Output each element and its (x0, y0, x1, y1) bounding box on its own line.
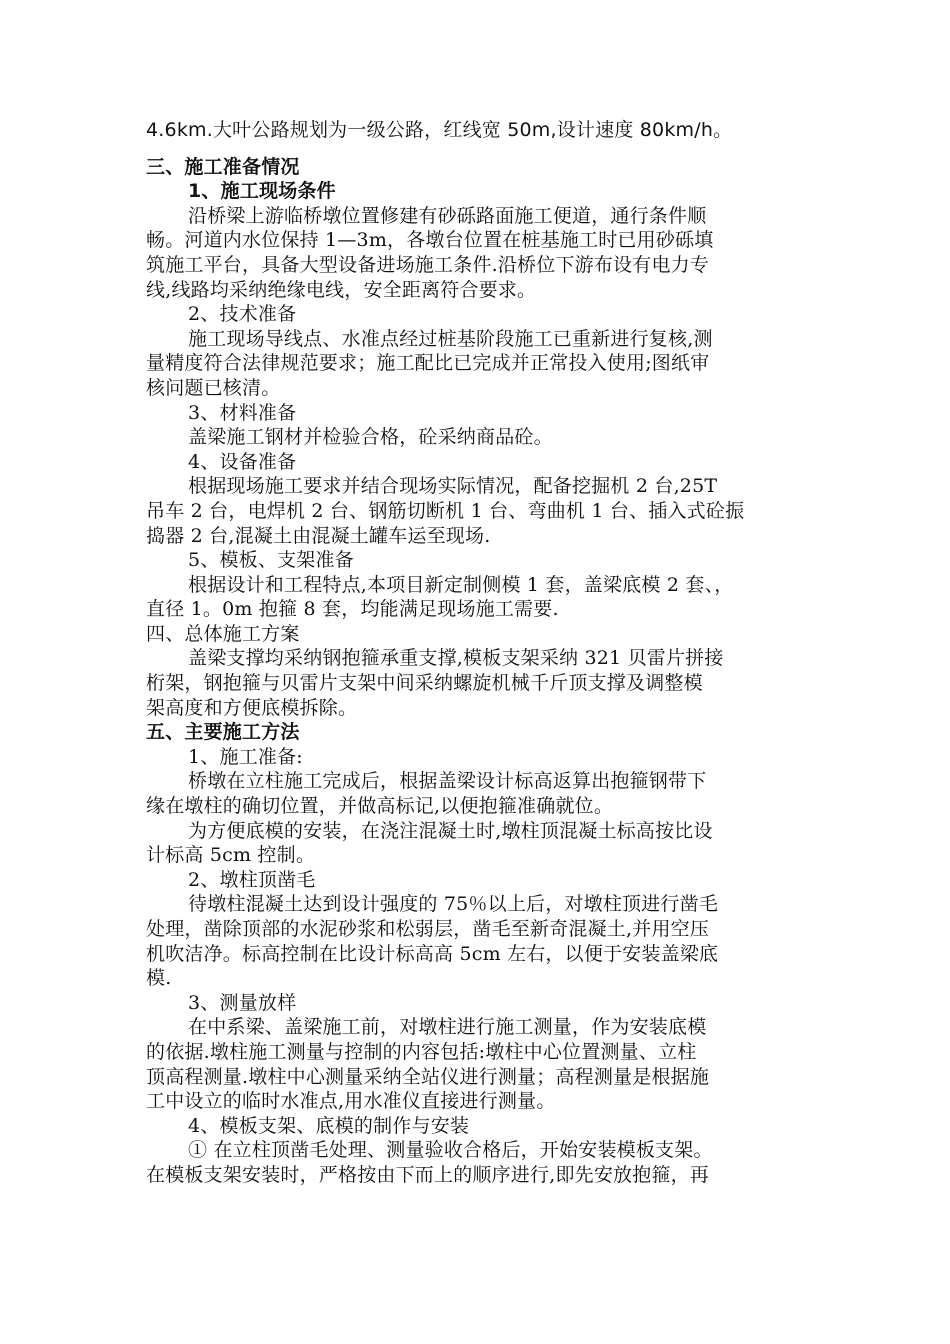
document-page (146, 118, 806, 1188)
paragraph-line: 桁架，钢抱箍与贝雷片支架中间采纳螺旋机械千斤顶支撑及调整模 (146, 672, 703, 695)
paragraph-line: 线,线路均采纳绝缘电线，安全距离符合要求。 (146, 278, 537, 301)
paragraph-line: 盖梁支撑均采纳钢抱箍承重支撑,模板支架采纳 321 贝雷片拼接 (188, 647, 724, 670)
paragraph-line: 盖梁施工钢材并检验合格，砼采纳商品砼。 (188, 426, 553, 449)
section-4-heading: 四、总体施工方案 (146, 622, 300, 645)
section-5-heading: 五、主要施工方法 (146, 721, 300, 744)
section-3-sub3-heading: 3、材料准备 (188, 401, 297, 424)
paragraph-line: 筑施工平台，具备大型设备进场施工条件.沿桥位下游布设有电力专 (146, 253, 710, 276)
section-5-sub1-heading: 1、施工准备: (188, 745, 303, 768)
section-3-sub2-heading: 2、技术准备 (188, 303, 297, 326)
section-3-sub1-heading: 1、施工现场条件 (188, 180, 336, 203)
paragraph-line: 缘在墩柱的确切位置，并做高标记,以便抱箍准确就位。 (146, 795, 614, 818)
paragraph-line: 计标高 5cm 控制。 (146, 844, 316, 867)
paragraph-line: 待墩柱混凝土达到设计强度的 75％以上后，对墩柱顶进行凿毛 (188, 893, 719, 916)
paragraph-line: 为方便底模的安装，在浇注混凝土时,墩柱顶混凝土标高按比设 (188, 819, 713, 842)
paragraph-line: 根据设计和工程特点,本项目新定制侧模 1 套，盖梁底模 2 套、， (188, 573, 734, 596)
section-3-heading: 三、施工准备情况 (146, 155, 300, 178)
paragraph-line: ① 在立柱顶凿毛处理、测量验收合格后，开始安装模板支架。 (188, 1139, 713, 1162)
paragraph-line: 量精度符合法律规范要求；施工配比已完成并正常投入使用;图纸审 (146, 352, 710, 375)
section-5-sub4-heading: 4、模板支架、底模的制作与安装 (188, 1114, 470, 1137)
paragraph-line: 根据现场施工要求并结合现场实际情况，配备挖掘机 2 台,25T (188, 475, 718, 498)
intro-line: 4.6km.大叶公路规划为一级公路，红线宽 50m,设计速度 80km/h。 (146, 119, 733, 141)
section-5-sub2-heading: 2、墩柱顶凿毛 (188, 868, 316, 891)
paragraph-line: 捣器 2 台,混凝土由混凝土罐车运至现场. (146, 524, 491, 547)
paragraph-line: 桥墩在立柱施工完成后，根据盖梁设计标高返算出抱箍钢带下 (188, 770, 707, 793)
paragraph-line: 核问题已核清。 (146, 376, 281, 399)
section-3-sub4-heading: 4、设备准备 (188, 450, 297, 473)
section-3-sub5-heading: 5、模板、支架准备 (188, 549, 354, 572)
paragraph-line: 畅。河道内水位保持 1—3m，各墩台位置在桩基施工时已用砂砾填 (146, 229, 714, 252)
paragraph-line: 模. (146, 967, 172, 990)
paragraph-line: 在中系梁、盖梁施工前，对墩柱进行施工测量，作为安装底模 (188, 1016, 707, 1039)
paragraph-line: 顶高程测量.墩柱中心测量采纳全站仪进行测量；高程测量是根据施 (146, 1065, 710, 1088)
paragraph-line: 施工现场导线点、水准点经过桩基阶段施工已重新进行复核,测 (188, 327, 713, 350)
paragraph-line: 沿桥梁上游临桥墩位置修建有砂砾路面施工便道，通行条件顺 (188, 204, 707, 227)
paragraph-line: 在模板支架安装时，严格按由下而上的顺序进行,即先安放抱箍，再 (146, 1163, 710, 1186)
paragraph-line: 工中设立的临时水准点,用水准仪直接进行测量。 (146, 1090, 556, 1113)
section-5-sub3-heading: 3、测量放样 (188, 991, 297, 1014)
paragraph-line: 的依据.墩柱施工测量与控制的内容包括:墩柱中心位置测量、立柱 (146, 1040, 697, 1063)
paragraph-line: 架高度和方便底模拆除。 (146, 696, 358, 719)
paragraph-line: 机吹洁净。标高控制在比设计标高高 5cm 左右，以便于安装盖梁底 (146, 942, 719, 965)
paragraph-line: 处理，凿除顶部的水泥砂浆和松弱层，凿毛至新奇混凝土,并用空压 (146, 918, 710, 940)
paragraph-line: 直径 1。0m 抱箍 8 套，均能满足现场施工需要. (146, 598, 559, 621)
paragraph-line: 吊车 2 台，电焊机 2 台、钢筋切断机 1 台、弯曲机 1 台、插入式砼振 (146, 499, 745, 522)
